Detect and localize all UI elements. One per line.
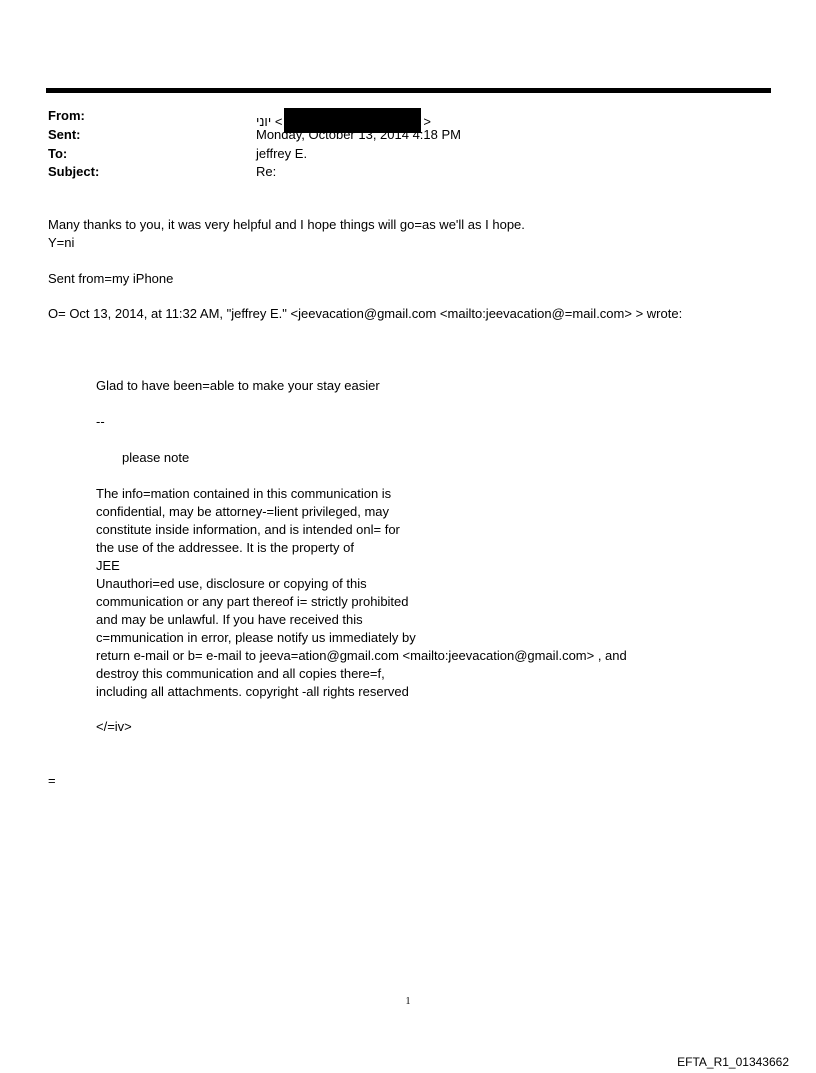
disclaimer-line: and may be unlawful. If you have received this (96, 612, 363, 627)
quote-header: O= Oct 13, 2014, at 11:32 AM, "jeffrey E." <jeevacation@gmail.com <mailto:jeevacation@=mail.com> > wrote: (48, 306, 683, 321)
signature-separator: -- (96, 414, 105, 429)
disclaimer-line: communication or any part thereof i= strictly prohibited (96, 594, 409, 609)
please-note: please note (122, 450, 190, 465)
sent-from-line: Sent from=my iPhone (48, 271, 174, 286)
closing-tag: </=iv> (96, 719, 132, 734)
disclaimer-line: including all attachments. copyright -all rights reserved (96, 684, 409, 699)
from-close-bracket: > (423, 114, 432, 129)
from-open-bracket: < (274, 114, 283, 129)
subject-label: Subject: (48, 164, 100, 179)
document-id: EFTA_R1_01343662 (677, 1055, 789, 1069)
body-line-1: Many thanks to you, it was very helpful and I hope things will go=as we'll as I hope. (48, 217, 525, 232)
to-value: jeffrey E. (256, 146, 308, 161)
disclaimer-line: c=mmunication in error, please notify us immediately by (96, 630, 416, 645)
disclaimer-line: the use of the addressee. It is the property of (96, 540, 354, 555)
page-number: 1 (405, 996, 411, 1007)
disclaimer-line: confidential, may be attorney-=lient privileged, may (96, 504, 390, 519)
from-name: יוני (256, 114, 272, 129)
to-label: To: (48, 146, 68, 161)
disclaimer-line: Unauthori=ed use, disclosure or copying of this (96, 576, 367, 591)
quoted-reply: Glad to have been=able to make your stay easier (96, 378, 380, 393)
from-label: From: (48, 108, 85, 123)
disclaimer-line: constitute inside information, and is intended onl= for (96, 522, 400, 537)
subject-value: Re: (256, 164, 277, 179)
sent-value: Monday, October 13, 2014 4:18 PM (256, 127, 461, 142)
disclaimer-line: return e-mail or b= e-mail to jeeva=ation@gmail.com <mailto:jeevacation@gmail.com> , and (96, 648, 627, 663)
body-signoff: Y=ni (48, 235, 75, 250)
disclaimer-line: The info=mation contained in this communication is (96, 486, 392, 501)
header-rule (46, 88, 771, 93)
disclaimer-line: destroy this communication and all copies there=f, (96, 666, 385, 681)
disclaimer-line: JEE (96, 558, 120, 573)
sent-label: Sent: (48, 127, 81, 142)
trailer-char: = (48, 773, 56, 788)
